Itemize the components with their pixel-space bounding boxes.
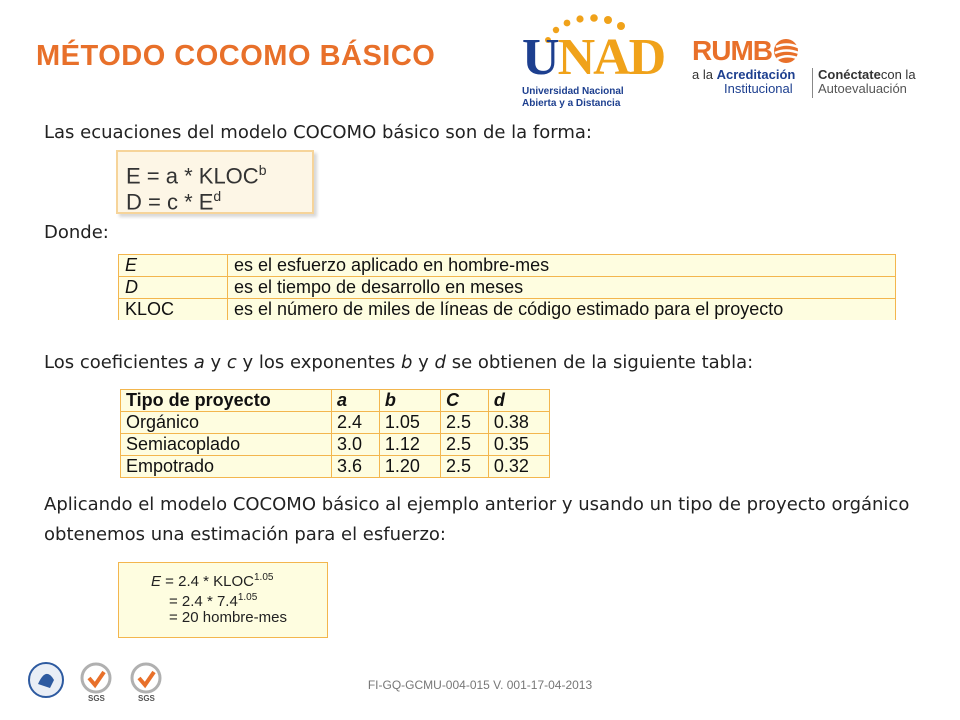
- definition-term: KLOC: [119, 299, 228, 321]
- table-cell: 2.5: [440, 434, 488, 456]
- table-cell: 0.38: [488, 412, 549, 434]
- application-text: Aplicando el modelo COCOMO básico al ejemplo anterior y usando un tipo de proyecto orgánico obtenemos una estimación para el esfuerzo:: [44, 494, 910, 545]
- table-cell: 1.05: [379, 412, 440, 434]
- acred-bold: Acreditación: [716, 67, 796, 82]
- definitions-table: [118, 254, 896, 320]
- unad-name-line1: Universidad Nacional: [522, 86, 624, 97]
- sgs-label: SGS: [138, 694, 155, 703]
- intro-text: Las ecuaciones del modelo COCOMO básico son de la forma:: [44, 122, 592, 143]
- header-cell: a: [332, 390, 380, 412]
- equation-duration: $D = c * E^d$: [126, 188, 222, 215]
- header-cell: Tipo de proyecto: [121, 390, 332, 412]
- table-row: [119, 255, 896, 277]
- rumbo-word: RUMB: [692, 35, 772, 66]
- sgs-label: SGS: [88, 694, 105, 703]
- footer: [0, 678, 960, 692]
- globe-icon: [772, 36, 802, 66]
- header-cell: b: [379, 390, 440, 412]
- table-row: [119, 299, 896, 321]
- table-row: [121, 434, 550, 456]
- table-cell: 2.4: [332, 412, 380, 434]
- conectate-light: con la: [880, 67, 916, 82]
- unad-u-letter: U: [522, 29, 558, 86]
- calculation-box: [118, 562, 328, 638]
- definition-desc: es el esfuerzo aplicado en hombre-mes: [228, 255, 896, 277]
- donde-label: Donde:: [44, 222, 109, 243]
- table-cell: 1.12: [379, 434, 440, 456]
- page-title: MÉTODO COCOMO BÁSICO: [36, 40, 436, 72]
- equations-box: [116, 150, 314, 214]
- table-cell: 2.5: [440, 456, 488, 478]
- calc-line-1: $E = 2.4 * KLOC^{1.05}$: [151, 572, 274, 590]
- table-row: [119, 277, 896, 299]
- unad-name-line2: Abierta y a Distancia: [522, 98, 621, 109]
- table-cell: Empotrado: [121, 456, 332, 478]
- definition-term: D: [119, 277, 228, 299]
- autoevaluacion-text: Autoevaluación: [818, 81, 907, 96]
- document-code: FI-GQ-GCMU-004-015 V. 001-17-04-2013: [367, 678, 593, 692]
- table-header-row: [121, 390, 550, 412]
- definition-term: E: [119, 255, 228, 277]
- equation-effort: E = a * KLOC$^b$: [126, 162, 267, 189]
- table-cell: 3.0: [332, 434, 380, 456]
- table-row: [121, 456, 550, 478]
- coefficients-table: [120, 389, 550, 478]
- table-cell: Semiacoplado: [121, 434, 332, 456]
- unad-logo: [516, 14, 665, 110]
- unad-nad-letters: NAD: [557, 29, 665, 86]
- rumbo-logo: [692, 36, 942, 106]
- calc-line-3: = 20 hombre-mes: [169, 609, 287, 626]
- table-row: [121, 412, 550, 434]
- acred-prefix: a la: [692, 67, 717, 82]
- table-cell: 3.6: [332, 456, 380, 478]
- acred-line2: Institucional: [724, 81, 793, 96]
- header-cell: d: [488, 390, 549, 412]
- table-cell: 1.20: [379, 456, 440, 478]
- header-cell: C: [440, 390, 488, 412]
- table-cell: 2.5: [440, 412, 488, 434]
- table-cell: 0.35: [488, 434, 549, 456]
- definition-desc: es el tiempo de desarrollo en meses: [228, 277, 896, 299]
- conectate-bold: Conéctate: [818, 67, 881, 82]
- logo-divider: [812, 68, 813, 98]
- definition-desc: es el número de miles de líneas de código estimado para el proyecto: [228, 299, 896, 321]
- table-cell: 0.32: [488, 456, 549, 478]
- coefficients-sentence: Los coeficientes a y c y los exponentes b y d se obtienen de la siguiente tabla:: [44, 352, 754, 373]
- calc-line-2: = $2.4 * 7.4^{1.05}$: [169, 592, 258, 610]
- table-cell: Orgánico: [121, 412, 332, 434]
